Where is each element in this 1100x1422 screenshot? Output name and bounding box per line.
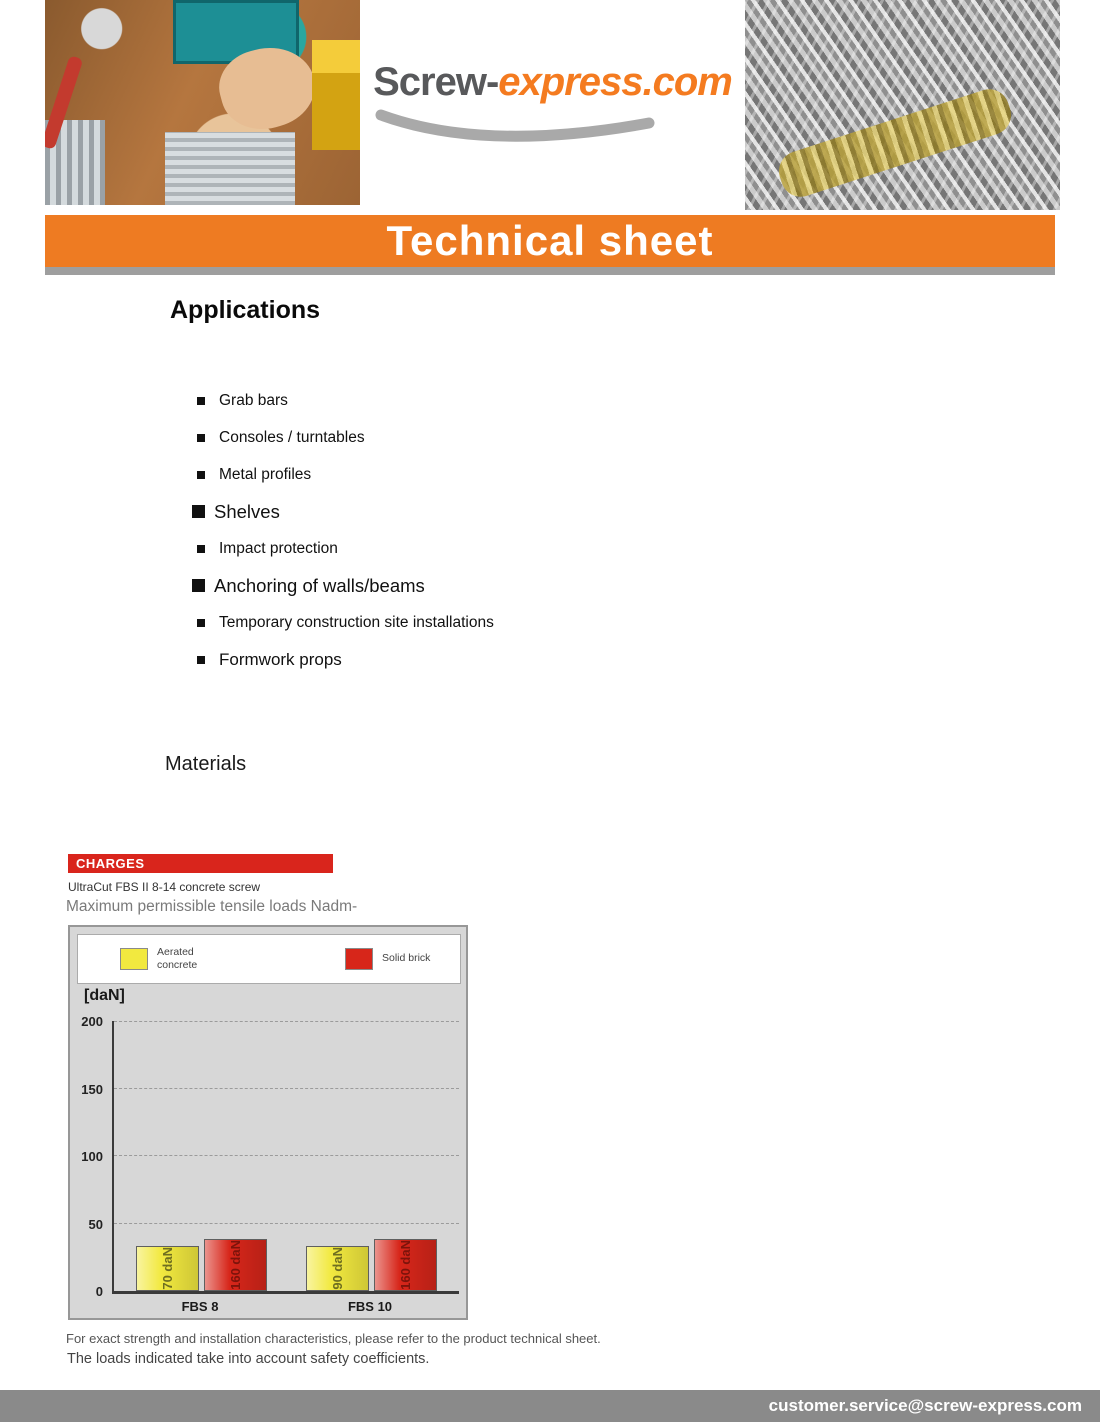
bar-group-fbs8 [136, 1239, 267, 1291]
photo-texture [165, 132, 295, 205]
bullet-icon [197, 545, 205, 553]
list-item [197, 641, 494, 678]
list-item-label: Shelves [214, 500, 280, 522]
banner-shadow-line [45, 267, 1055, 275]
bar-aerated-concrete-fbs8 [136, 1246, 199, 1291]
bar-solid-brick-fbs8 [204, 1239, 267, 1291]
x-tick-label: FBS 8 [181, 1299, 219, 1314]
logo [365, 60, 740, 200]
bullet-icon [197, 471, 205, 479]
list-item-label: Formwork props [219, 649, 342, 669]
bullet-icon [197, 434, 205, 442]
materials-heading: Materials [165, 753, 247, 775]
legend-swatch-solid-brick [345, 948, 373, 970]
y-tick-label: 50 [88, 1216, 103, 1232]
logo-swoosh [375, 109, 655, 145]
bullet-icon [197, 619, 205, 627]
footer-bar [0, 1390, 1100, 1422]
gridline [114, 1155, 459, 1156]
list-item [197, 604, 494, 641]
list-item [197, 456, 494, 493]
list-item-label: Metal profiles [219, 465, 312, 483]
bar-value-label: 160 daN [228, 1240, 243, 1290]
photo-texture [312, 40, 360, 150]
bullet-icon [197, 656, 205, 664]
x-axis-labels [70, 1299, 470, 1319]
banner-title: Technical sheet [386, 217, 714, 264]
legend-label: Aerated concrete [157, 945, 198, 971]
charges-subtitle: UltraCut FBS II 8-14 concrete screw [68, 880, 261, 894]
photo-texture [774, 84, 1016, 202]
list-item-label: Impact protection [219, 539, 338, 557]
list-item [192, 493, 494, 530]
applications-list [197, 382, 494, 678]
gridline [114, 1021, 459, 1022]
legend-item-aerated-concrete [120, 946, 215, 972]
list-item-label: Temporary construction site installations [219, 613, 494, 631]
y-tick-label: 0 [95, 1284, 103, 1299]
list-item [192, 567, 494, 604]
list-item [197, 530, 494, 567]
bullet-icon [192, 505, 205, 518]
y-tick-label: 200 [81, 1014, 103, 1029]
legend-label: Solid brick [382, 952, 431, 965]
plot-area [112, 1021, 459, 1294]
y-tick-label: 100 [81, 1149, 103, 1164]
y-axis-ticks [70, 1014, 108, 1299]
workbench-photo [45, 0, 360, 205]
list-item [197, 419, 494, 456]
legend-item-solid-brick [345, 948, 440, 970]
charges-banner-label: CHARGES [76, 856, 145, 871]
list-item-label: Consoles / turntables [219, 428, 365, 446]
bar-aerated-concrete-fbs10 [306, 1246, 369, 1291]
list-item [197, 382, 494, 419]
gridline [114, 1088, 459, 1089]
technical-sheet-banner [45, 215, 1055, 267]
gridline [114, 1223, 459, 1224]
screws-photo [745, 0, 1060, 210]
customer-service-email-link[interactable]: customer.service@screw-express.com [768, 1396, 1082, 1415]
footnote-safety-coefficients: The loads indicated take into account safety coefficients. [67, 1351, 430, 1367]
list-item-label: Anchoring of walls/beams [214, 574, 425, 596]
logo-text-express: express.com [498, 60, 732, 104]
bar-value-label: 70 daN [160, 1247, 175, 1290]
legend-swatch-aerated-concrete [120, 948, 148, 970]
list-item-label: Grab bars [219, 391, 288, 409]
bar-value-label: 90 daN [330, 1247, 345, 1290]
bar-value-label: 160 daN [398, 1240, 413, 1290]
bullet-icon [192, 579, 205, 592]
y-axis-unit-label: [daN] [84, 987, 125, 1004]
y-tick-label: 150 [81, 1081, 103, 1097]
charges-banner [68, 854, 333, 873]
logo-text-screw: Screw- [373, 60, 499, 104]
footnote-technical-sheet: For exact strength and installation characteristics, please refer to the product technical sheet. [66, 1331, 601, 1346]
applications-heading: Applications [170, 296, 321, 324]
load-chart [68, 925, 468, 1320]
x-tick-label: FBS 10 [347, 1299, 393, 1314]
bar-solid-brick-fbs10 [374, 1239, 437, 1291]
bar-group-fbs10 [306, 1239, 437, 1291]
chart-legend [77, 934, 461, 984]
charges-description: Maximum permissible tensile loads Nadm- [66, 898, 358, 915]
bullet-icon [197, 397, 205, 405]
